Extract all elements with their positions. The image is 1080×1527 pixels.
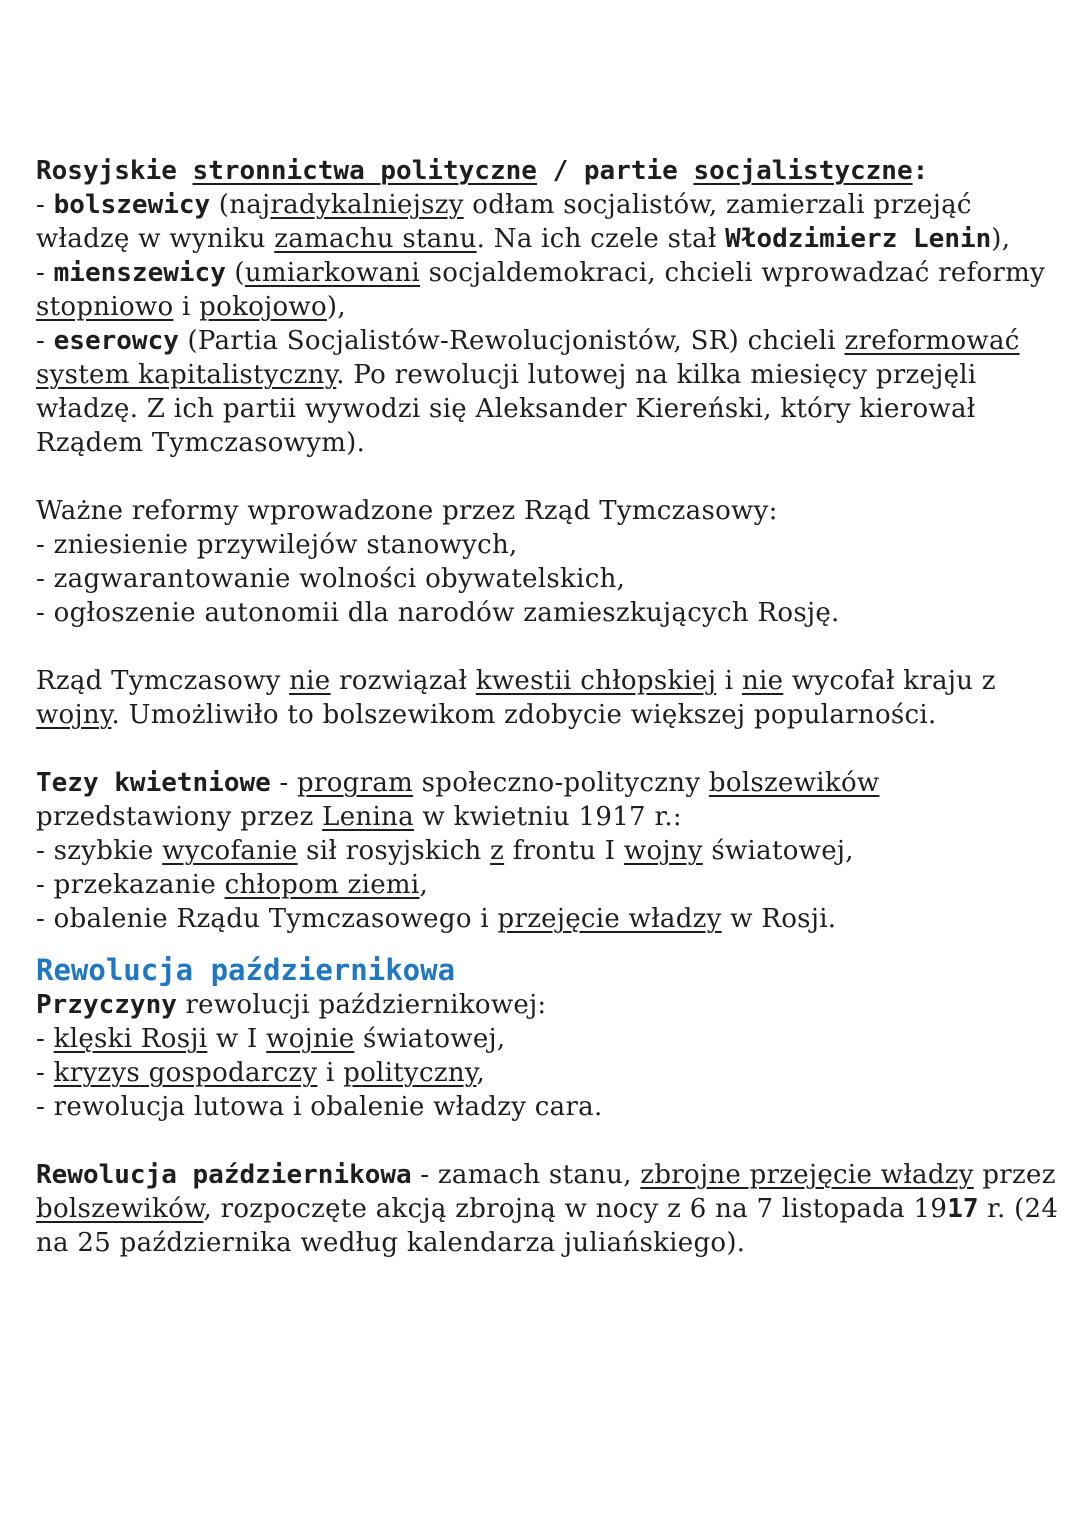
party-name-sr: eserowcy <box>53 326 179 356</box>
april-theses: Tezy kwietniowe - program społeczno-polityczny bolszewików przedstawiony przez Lenina w kwietniu 1917 r.: <box>36 768 880 832</box>
list-item: - przekazanie chłopom ziemi, <box>36 870 429 900</box>
list-item: - ogłoszenie autonomii dla narodów zamieszkujących Rosję. <box>36 598 840 628</box>
list-item: - zagwarantowanie wolności obywatelskich, <box>36 564 626 594</box>
party-mensheviks: - mienszewicy (umiarkowani socjaldemokraci, chcieli wprowadzać reformy stopniowo i pokojowo), <box>36 258 1046 322</box>
list-item: - obalenie Rządu Tymczasowego i przejęcie władzy w Rosji. <box>36 904 837 934</box>
leader-name: Włodzimierz Lenin <box>725 224 992 254</box>
causes-intro: Przyczyny rewolucji październikowej: <box>36 990 547 1020</box>
list-item: - rewolucja lutowa i obalenie władzy cara. <box>36 1092 603 1122</box>
definition-title: Rewolucja październikowa <box>36 1160 412 1190</box>
list-item: - klęski Rosji w I wojnie światowej, <box>36 1024 506 1054</box>
party-bolsheviks: - bolszewicy (najradykalniejszy odłam socjalistów, zamierzali przejąć władzę w wyniku zamachu stanu. Na ich czele stał Włodzimierz Lenin), <box>36 190 1011 254</box>
reforms-intro: Ważne reformy wprowadzone przez Rząd Tymczasowy: <box>36 496 778 526</box>
party-name-bolsheviks: bolszewicy <box>53 190 211 220</box>
october-definition: Rewolucja październikowa - zamach stanu, zbrojne przejęcie władzy przez bolszewików, rozpoczęte akcją zbrojną w nocy z 6 na 7 listopada 1917 r. (24 na 25 października według kalendarza juliańskiego). <box>36 1160 1059 1258</box>
party-sr: - eserowcy (Partia Socjalistów-Rewolucjonistów, SR) chcieli zreformować system kapitalistyczny. Po rewolucji lutowej na kilka miesięcy przejęli władzę. Z ich partii wywodzi się Aleksander Kiereński, który kierował Rządem Tymczasowym). <box>36 326 1020 458</box>
parties-heading: Rosyjskie stronnictwa polityczne / partie socjalistyczne: <box>36 156 929 186</box>
list-item: - szybkie wycofanie sił rosyjskich z frontu I wojny światowej, <box>36 836 854 866</box>
causes-label: Przyczyny <box>36 990 177 1020</box>
list-item: - zniesienie przywilejów stanowych, <box>36 530 518 560</box>
government-failure: Rząd Tymczasowy nie rozwiązał kwestii chłopskiej i nie wycofał kraju z wojny. Umożliwiło to bolszewikom zdobycie większej popularności. <box>36 666 996 730</box>
section-title: Rewolucja październikowa <box>36 953 456 987</box>
april-theses-title: Tezy kwietniowe <box>36 768 271 798</box>
party-name-mensheviks: mienszewicy <box>53 258 226 288</box>
list-item: - kryzys gospodarczy i polityczny, <box>36 1058 486 1088</box>
